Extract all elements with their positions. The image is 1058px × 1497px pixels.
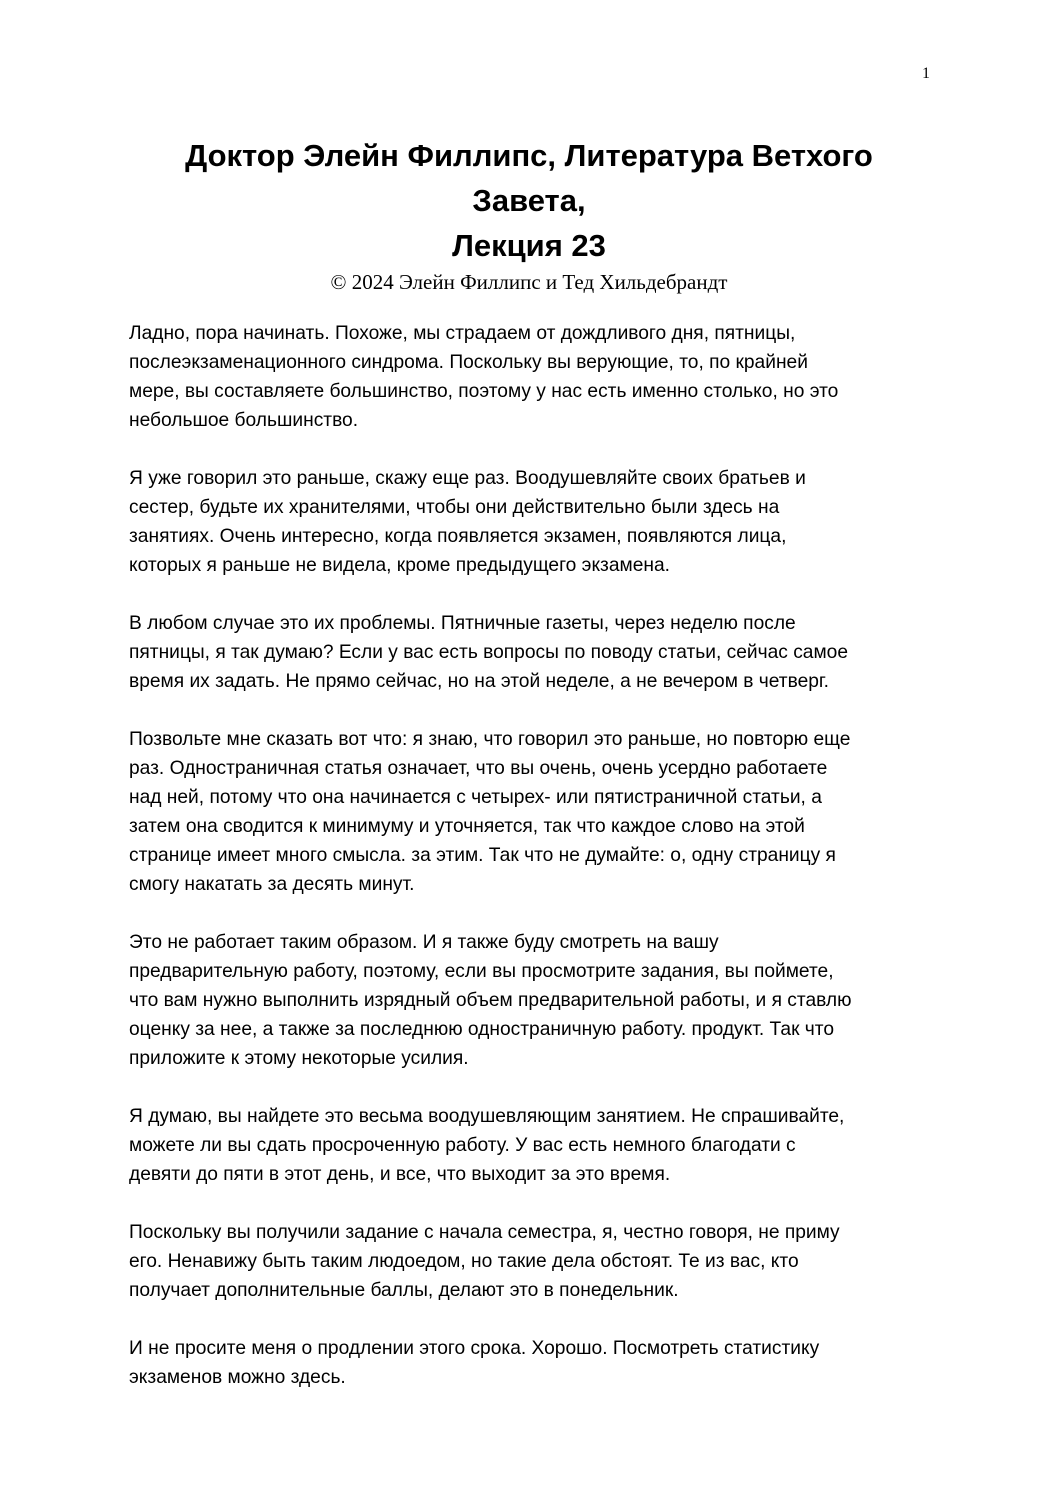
text-line: которых я раньше не видела, кроме предыдущего экзамена. bbox=[129, 555, 670, 576]
page-title-line-3: Лекция 23 bbox=[452, 228, 606, 263]
text-line: время их задать. Не прямо сейчас, но на этой неделе, а не вечером в четверг. bbox=[129, 671, 829, 692]
text-line: смогу накатать за десять минут. bbox=[129, 874, 415, 895]
text-line: Ладно, пора начинать. Похоже, мы страдаем от дождливого дня, пятницы, bbox=[129, 323, 796, 344]
text-line: получает дополнительные баллы, делают это в понедельник. bbox=[129, 1280, 679, 1301]
paragraph-3 bbox=[129, 609, 929, 696]
text-line: Поскольку вы получили задание с начала семестра, я, честно говоря, не приму bbox=[129, 1222, 840, 1243]
page-title-line-1: Доктор Элейн Филлипс, Литература Ветхого bbox=[185, 138, 873, 173]
copyright-line: © 2024 Элейн Филлипс и Тед Хильдебрандт bbox=[330, 270, 728, 294]
text-line: сестер, будьте их хранителями, чтобы они действительно были здесь на bbox=[129, 497, 780, 518]
text-line: И не просите меня о продлении этого срока. Хорошо. Посмотреть статистику bbox=[129, 1338, 820, 1359]
text-line: В любом случае это их проблемы. Пятничные газеты, через неделю после bbox=[129, 613, 796, 634]
text-line: затем она сводится к минимуму и уточняется, так что каждое слово на этой bbox=[129, 816, 805, 837]
text-line: занятиях. Очень интересно, когда появляется экзамен, появляются лица, bbox=[129, 526, 787, 547]
text-line: что вам нужно выполнить изрядный объем предварительной работы, и я ставлю bbox=[129, 990, 852, 1011]
text-line: приложите к этому некоторые усилия. bbox=[129, 1048, 469, 1069]
text-line: Я думаю, вы найдете это весьма воодушевляющим занятием. Не спрашивайте, bbox=[129, 1106, 845, 1127]
paragraph-2 bbox=[129, 464, 929, 580]
lecture-body bbox=[129, 319, 929, 1392]
text-line: над ней, потому что она начинается с четырех- или пятистраничной статьи, а bbox=[129, 787, 822, 808]
text-line: предварительную работу, поэтому, если вы просмотрите задания, вы поймете, bbox=[129, 961, 834, 982]
text-line: мере, вы составляете большинство, поэтому у нас есть именно столько, но это bbox=[129, 381, 839, 402]
page-number: 1 bbox=[922, 65, 930, 82]
text-line: послеэкзаменационного синдрома. Поскольку вы верующие, то, по крайней bbox=[129, 352, 808, 373]
text-line: девяти до пяти в этот день, и все, что выходит за это время. bbox=[129, 1164, 671, 1185]
text-line: оценку за нее, а также за последнюю одностраничную работу. продукт. Так что bbox=[129, 1019, 835, 1040]
paragraph-8 bbox=[129, 1334, 929, 1392]
text-line: Это не работает таким образом. И я также буду смотреть на вашу bbox=[129, 932, 719, 953]
paragraph-1 bbox=[129, 319, 929, 435]
text-line: раз. Одностраничная статья означает, что вы очень, очень усердно работаете bbox=[129, 758, 828, 779]
paragraph-6 bbox=[129, 1102, 929, 1189]
text-line: Позвольте мне сказать вот что: я знаю, что говорил это раньше, но повторю еще bbox=[129, 729, 851, 750]
text-line: экзаменов можно здесь. bbox=[129, 1367, 346, 1388]
paragraph-7 bbox=[129, 1218, 929, 1305]
text-line: его. Ненавижу быть таким людоедом, но такие дела обстоят. Те из вас, кто bbox=[129, 1251, 799, 1272]
text-line: небольшое большинство. bbox=[129, 410, 359, 431]
text-line: можете ли вы сдать просроченную работу. У вас есть немного благодати с bbox=[129, 1135, 796, 1156]
text-line: странице имеет много смысла. за этим. Так что не думайте: о, одну страницу я bbox=[129, 845, 836, 866]
title-block bbox=[0, 133, 1058, 296]
text-line: Я уже говорил это раньше, скажу еще раз. Воодушевляйте своих братьев и bbox=[129, 468, 806, 489]
paragraph-5 bbox=[129, 928, 929, 1073]
paragraph-4 bbox=[129, 725, 929, 899]
text-line: пятницы, я так думаю? Если у вас есть вопросы по поводу статьи, сейчас самое bbox=[129, 642, 848, 663]
page-title-line-2: Завета, bbox=[472, 183, 586, 218]
